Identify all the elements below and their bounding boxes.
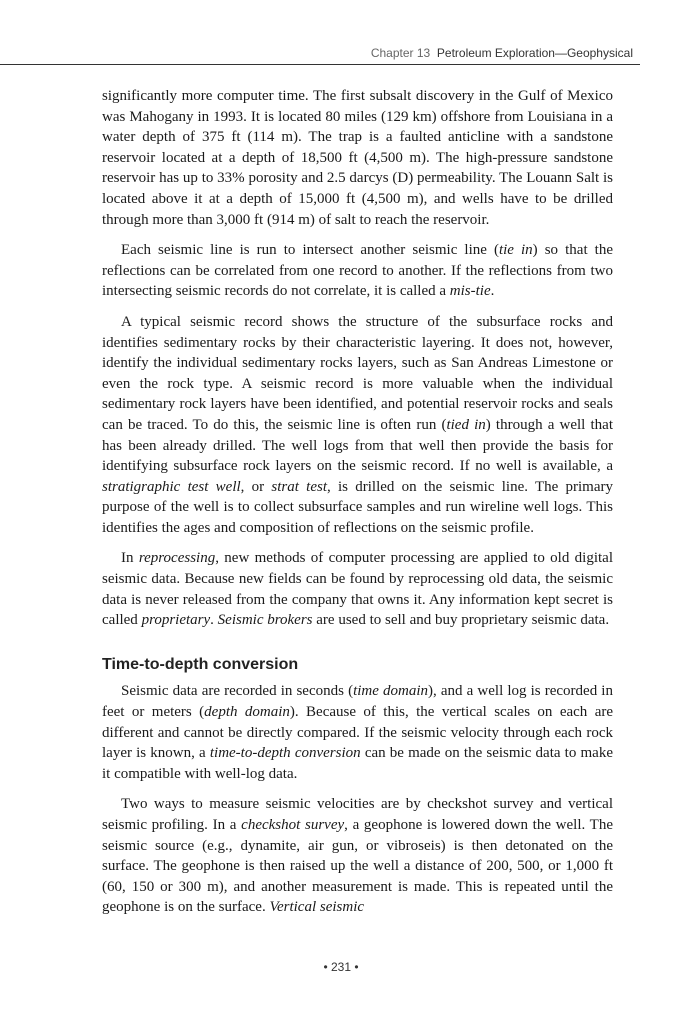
text-run: In: [121, 550, 139, 567]
term-checkshot-survey: checkshot survey: [241, 817, 345, 833]
text-run: Each seismic line is run to intersect another seismic line (: [121, 242, 499, 259]
text-run: ). Because of this, the vertical scales on each are different and cannot be directly compared. If the seismic velocity through each rock layer is known, a: [102, 704, 614, 762]
text-run: , new methods of computer processing are applied to old digital seismic data. Because new fields can be found by reprocessing old data, the seismic data is never released from the company that owns it. Any information kept secret is called: [102, 550, 613, 629]
text-run: ) so that the reflections can be correlated from one record to another. If the reflections from two intersecting seismic records do not correlate, it is called a: [102, 242, 613, 300]
page-number: • 231 •: [323, 960, 359, 974]
text-run: A typical seismic record shows the structure of the subsurface rocks and identifies sedimentary rocks by their characteristic layering. It does not, however, identify the individual sedimentary rocks layers, such as San Andreas Limestone or even the rock type. A seismic record is more valuable when the individual sedimentary rock layers have been identified, and potential reservoir rocks and seals can be traced. To do this, the seismic line is often run (: [102, 313, 613, 433]
term-stratigraphic-test-well: stratigraphic test well: [102, 478, 241, 495]
paragraph-checkshot: [102, 794, 613, 918]
chapter-title: Petroleum Exploration—Geophysical: [436, 46, 633, 60]
body-text: [102, 86, 613, 928]
paragraph-reprocessing: [102, 548, 613, 630]
term-reprocessing: reprocessing: [138, 550, 216, 567]
paragraph-subsalt: significantly more computer time. The first subsalt discovery in the Gulf of Mexico was Mahogany in 1993. It is located 80 miles (129 km) offshore from Louisiana in a water depth of 375 ft (114 m). The trap is a faulted anticline with a sandstone reservoir located at a depth of 18,500 ft (4,500 m). The high-pressure sandstone reservoir has up to 33% porosity and 2.5 darcys (D) permeability. The Louann Salt is located above it at a depth of 15,000 ft (4,500 m), and wells have to be drilled through more than 3,000 ft (914 m) of salt to reach the reservoir.: [102, 88, 613, 228]
term-tied-in: tied in: [446, 416, 486, 433]
term-seismic-brokers: Seismic brokers: [217, 612, 313, 629]
text-run: Seismic data are recorded in seconds (: [121, 683, 354, 700]
term-time-domain: time domain: [353, 683, 429, 700]
paragraph-tie-in: [102, 240, 613, 302]
term-time-to-depth-conversion: time-to-depth conversion: [209, 745, 361, 762]
section-heading: Time-to-depth conversion: [102, 655, 299, 673]
chapter-number: Chapter 13: [370, 46, 431, 60]
text-run: , is drilled on the seismic line. The primary purpose of the well is to collect subsurface samples and run wireline well logs. This identifies the ages and composition of reflections on the seismic profile.: [102, 478, 613, 536]
term-tie-in: tie in: [498, 242, 533, 259]
text-run: are used to sell and buy proprietary seismic data.: [312, 612, 610, 629]
term-strat-test: strat test: [271, 478, 328, 495]
running-head: [0, 46, 633, 60]
term-depth-domain: depth domain: [204, 704, 290, 721]
text-run: .: [210, 612, 218, 629]
paragraph-seismic-record: [102, 312, 613, 539]
text-run: Two ways to measure seismic velocities are by checkshot survey and vertical seismic profiling. In a: [102, 796, 613, 833]
text-run: ), and a well log is recorded in feet or meters (: [102, 683, 613, 721]
text-run: can be made on the seismic data to make it compatible with well-log data.: [102, 745, 613, 782]
term-proprietary: proprietary: [141, 612, 211, 629]
text-run: .: [490, 283, 495, 300]
term-mis-tie: mis-tie: [449, 283, 491, 300]
header-rule: [0, 64, 640, 65]
text-run: ) through a well that has been already drilled. The well logs from that well then provide the basis for identifying subsurface rock layers on the seismic record. If no well is available, a: [102, 416, 613, 475]
text-run: , or: [240, 478, 272, 495]
paragraph-time-domain: [102, 681, 613, 784]
term-vertical-seismic: Vertical seismic: [269, 899, 365, 916]
text-run: , a geophone is lowered down the well. The seismic source (e.g., dynamite, air gun, or vibroseis) is then detonated on the surface. The geophone is then raised up the well a distance of 200, 500, or 1,000 ft (60, 150 or 300 m), and another measurement is made. This is repeated until the geophone is on the surface.: [102, 817, 613, 916]
